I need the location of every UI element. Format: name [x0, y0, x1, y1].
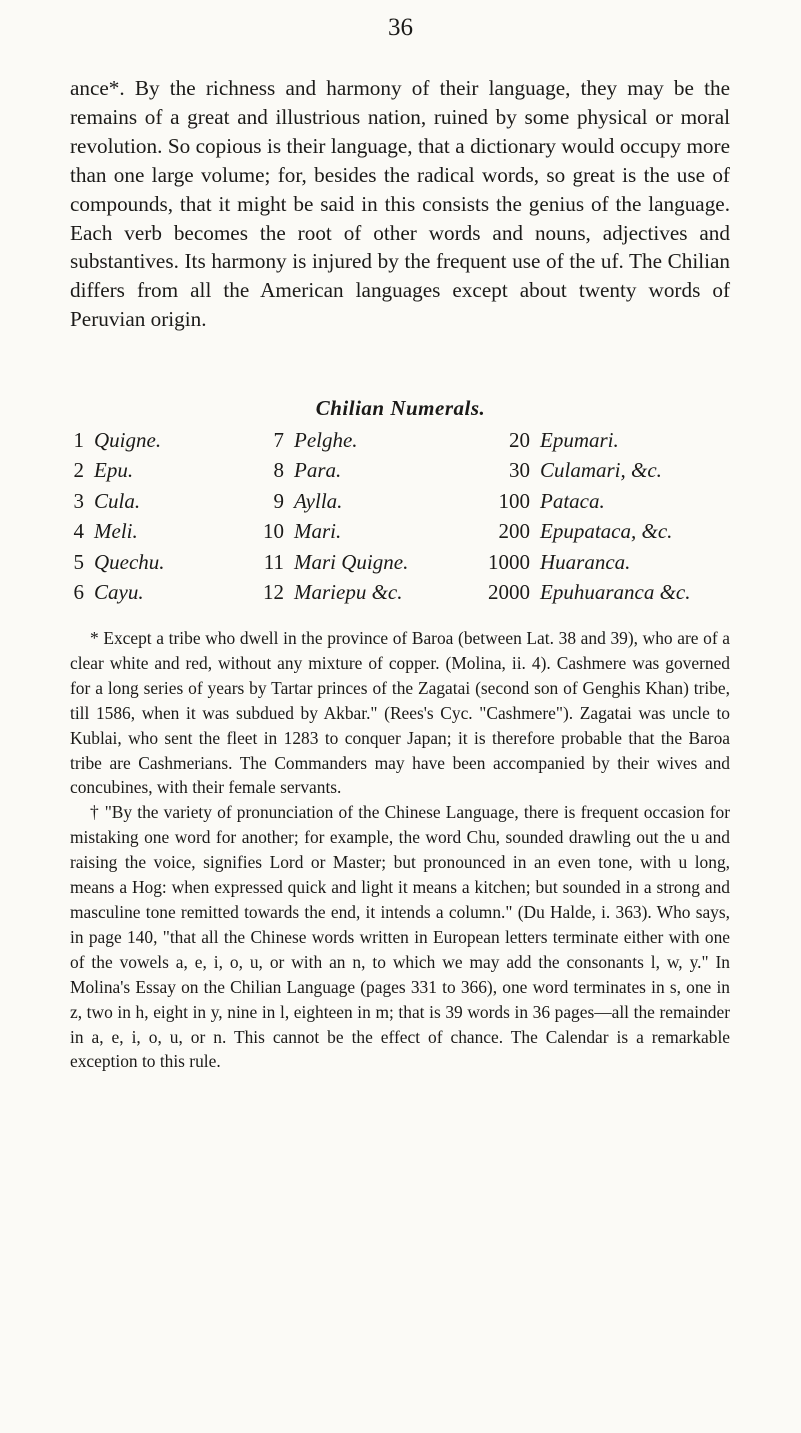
numeral-word: Culamari, &c.: [540, 458, 662, 483]
numeral-number: 200: [498, 519, 530, 544]
numeral-row: [66, 489, 740, 519]
numeral-row: [66, 458, 740, 488]
footnote-2: † "By the variety of pronunciation of the Chinese Language, there is frequent occasion for mistaking one word for another; for example, the word Chu, sounded drawling out the u and raising the voice, signifies Lord or Master; but pronounced in an even tone, with u long, means a Hog: when expressed quick and light it means a kitchen; but sounded in a strong and masculine tone remitted towards the end, it intends a column." (Du Halde, i. 363). Who says, in page 140, "that all the Chinese words written in European letters terminate either with one of the vowels a, e, i, o, u, or with an n, to which we may add the consonants l, w, y." In Molina's Essay on the Chilian Language (pages 331 to 366), one word terminates in s, one in z, two in h, eight in y, nine in l, eighteen in m; that is 39 words in 36 pages—all the remainder in a, e, i, o, u, or n. This cannot be the effect of chance. The Calendar is a remarkable exception to this rule.: [70, 802, 730, 1072]
numeral-row: [66, 519, 740, 549]
numeral-row: [66, 580, 740, 610]
body-paragraph: [70, 74, 730, 334]
footnotes: [70, 626, 730, 1074]
numeral-word: Cula.: [94, 488, 141, 513]
numeral-word: Pataca.: [540, 488, 605, 513]
numerals-heading: Chilian Numerals.: [315, 396, 486, 420]
footnote-1: * Except a tribe who dwell in the province of Baroa (between Lat. 38 and 39), who are of a clear white and red, without any mixture of copper. (Molina, ii. 4). Cashmere was governed for a long series of years by Tartar princes of the Zagatai (second son of Genghis Khan) tribe, till 1586, when it was subdued by Akbar." (Rees's Cyc. "Cashmere"). Zagatai was uncle to Kublai, who sent the fleet in 1283 to conquer Japan; it is therefore probable that the Baroa tribe are Cashmerians. The Commanders may have been accompanied by their wives and concubines, with their female servants.: [70, 628, 730, 798]
numeral-number: 7: [273, 428, 284, 452]
numeral-number: 6: [73, 579, 84, 604]
numeral-word: Meli.: [94, 519, 138, 544]
numeral-row: [66, 428, 740, 458]
numeral-word: Para.: [294, 458, 342, 483]
numeral-number: 12: [263, 579, 284, 604]
numeral-word: Epu.: [94, 458, 134, 483]
numeral-word: Mari Quigne.: [294, 549, 409, 574]
numeral-word: Epumari.: [540, 428, 619, 452]
body-text: ance*. By the richness and harmony of their language, they may be the remains of a great and illustrious nation, ruined by some physical or moral revolution. So copious is their language, that a dictionary would occupy more than one large volume; for, besides the radical words, so great is the use of compounds, that it might be said in this consists the genius of the language. Each verb becomes the root of other words and nouns, adjectives and substantives. Its harmony is injured by the frequent use of the uf. The Chilian differs from all the American languages except about twenty words of Peruvian origin.: [70, 76, 730, 332]
numeral-number: 2: [73, 458, 84, 483]
numeral-word: Huaranca.: [540, 549, 631, 574]
numeral-number: 4: [73, 519, 84, 544]
numeral-number: 3: [73, 488, 84, 513]
numeral-number: 11: [263, 549, 284, 574]
numeral-word: Cayu.: [94, 579, 144, 604]
numeral-row: [66, 550, 740, 580]
numerals-table: [66, 428, 740, 610]
numeral-number: 10: [263, 519, 284, 544]
numeral-number: 1000: [488, 549, 530, 574]
page-number: 36: [388, 14, 413, 41]
numeral-number: 1: [73, 428, 84, 452]
numeral-word: Epuhuaranca &c.: [540, 579, 691, 604]
numeral-number: 9: [273, 488, 284, 513]
numeral-word: Aylla.: [294, 488, 343, 513]
numeral-word: Mari.: [294, 519, 342, 544]
numeral-word: Quigne.: [94, 428, 162, 452]
numeral-number: 8: [273, 458, 284, 483]
numeral-word: Quechu.: [94, 549, 165, 574]
numeral-word: Pelghe.: [294, 428, 358, 452]
numeral-number: 30: [509, 458, 530, 483]
numeral-number: 100: [498, 488, 530, 513]
numeral-number: 5: [73, 549, 84, 574]
numeral-number: 20: [509, 428, 530, 452]
numeral-number: 2000: [488, 579, 530, 604]
numeral-word: Epupataca, &c.: [540, 519, 673, 544]
numeral-word: Mariepu &c.: [294, 579, 403, 604]
